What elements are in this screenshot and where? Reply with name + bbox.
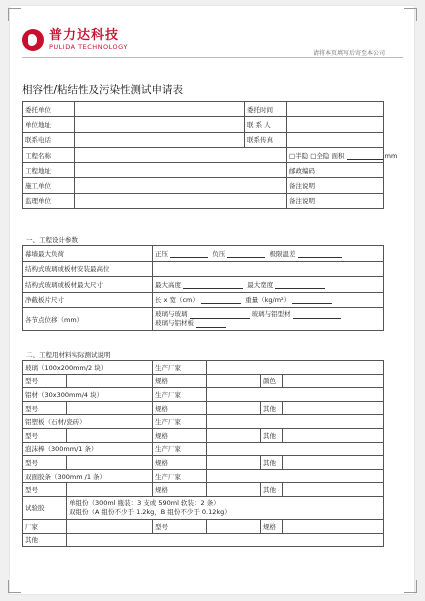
maker-label: 生产厂家 <box>153 361 207 375</box>
project-address-field[interactable] <box>75 163 287 178</box>
table-row <box>23 388 384 402</box>
glass-glass-label: 玻璃与玻璃 <box>155 310 188 318</box>
maker-label: 生产厂家 <box>153 415 207 429</box>
sealant-label: 试验胶 <box>23 496 67 519</box>
table-row <box>23 246 384 262</box>
table-row <box>23 102 384 117</box>
logo-mark-icon <box>22 29 44 51</box>
extra-label: 其他 <box>261 428 283 442</box>
material-test-table <box>22 360 384 547</box>
form-title: 相容性/粘结性及污染性测试申请表 <box>22 84 184 96</box>
hidden-type-options <box>287 147 398 162</box>
factory-field[interactable] <box>67 519 153 533</box>
table-row <box>23 415 384 429</box>
max-height-field[interactable] <box>183 281 243 289</box>
crop-mark-top-left <box>8 8 21 21</box>
address-field[interactable] <box>75 117 245 132</box>
extra-field[interactable] <box>283 428 384 442</box>
other-field[interactable] <box>67 533 384 547</box>
sealant-spec-label: 规格 <box>261 519 283 533</box>
contact-field[interactable] <box>287 117 384 132</box>
maker-field[interactable] <box>207 469 384 483</box>
table-row <box>23 117 384 132</box>
area-field[interactable] <box>347 152 383 160</box>
maker-field[interactable] <box>207 442 384 456</box>
spec-field[interactable] <box>207 483 261 497</box>
construction-unit-label: 施工单位 <box>23 178 75 193</box>
crop-mark-top-right <box>404 8 417 21</box>
material-name: 双面胶条（300mm /1 条） <box>23 469 153 483</box>
table-row <box>23 533 384 547</box>
extra-label: 其他 <box>261 456 283 470</box>
remark2-cell <box>287 193 384 208</box>
glass-profile-label: 玻璃与铝型材 <box>251 310 291 318</box>
net-size-fields <box>153 292 384 308</box>
maker-field[interactable] <box>207 361 384 375</box>
client-info-table <box>22 101 398 209</box>
material-name: 铝塑板（石材/瓷砖） <box>23 415 153 429</box>
spec-label: 规格 <box>153 456 207 470</box>
length-width-label: 长 x 宽（cm） <box>155 296 199 305</box>
extra-label: 颜色 <box>261 374 283 388</box>
spec-field[interactable] <box>207 428 261 442</box>
client-field[interactable] <box>75 102 245 117</box>
maker-label: 生产厂家 <box>153 388 207 402</box>
max-width-label: 最大宽度 <box>247 280 274 289</box>
area-unit: mm <box>384 151 398 160</box>
crop-mark-bottom-right <box>404 580 417 593</box>
max-size-label: 结构式玻璃或板材最大尺寸 <box>23 277 153 293</box>
weight-field[interactable] <box>292 296 332 304</box>
negative-pressure-field[interactable] <box>227 250 265 258</box>
table-row <box>23 496 384 519</box>
construction-unit-field[interactable] <box>75 178 287 193</box>
table-row <box>23 292 384 308</box>
other-label: 其他 <box>23 533 67 547</box>
entrust-time-field[interactable] <box>287 102 384 117</box>
max-height-label: 最大高度 <box>155 280 181 289</box>
table-row <box>23 469 384 483</box>
sealant-line1: 单组份（300ml 瓶装：3 支或 590ml 软装：2 条） <box>69 498 220 507</box>
sealant-line2: 双组份（A 组份不少于 1.2kg，B 组份不少于 0.12kg） <box>69 507 231 516</box>
weight-label: 重量（kg/m²） <box>245 296 291 305</box>
spec-label: 规格 <box>153 483 207 497</box>
mailing-hint: 请将本页填写后寄至本公司 <box>312 50 385 57</box>
glass-panel-label: 玻璃与铝材板 <box>155 319 194 327</box>
table-row <box>23 483 384 497</box>
logo-name-cn: 普力达科技 <box>49 28 120 43</box>
table-row <box>23 401 384 415</box>
wind-load-fields <box>153 246 384 262</box>
design-params-table <box>22 245 384 331</box>
table-row <box>23 147 384 162</box>
table-row <box>23 361 384 375</box>
limit-temp-field[interactable] <box>298 250 342 258</box>
entrust-time-label: 委托时间 <box>245 102 287 117</box>
spec-field[interactable] <box>207 456 261 470</box>
table-row <box>23 178 384 193</box>
positive-pressure-label: 正压 <box>155 249 168 258</box>
table-row <box>23 261 384 277</box>
postcode-cell <box>287 163 384 178</box>
table-row <box>23 428 384 442</box>
material-name: 玻璃（100x200mm/2 块） <box>23 361 153 375</box>
logo-name-en: PULIDA TECHNOLOGY <box>49 43 128 51</box>
glass-glass-field[interactable] <box>190 311 250 319</box>
model-label: 型号 <box>23 428 67 442</box>
project-label: 工程名称 <box>23 147 75 162</box>
maker-label: 生产厂家 <box>153 469 207 483</box>
install-height-field[interactable] <box>153 261 384 277</box>
table-row <box>23 308 384 331</box>
spec-field[interactable] <box>207 401 261 415</box>
contact-label: 联 系 人 <box>245 117 287 132</box>
model-label: 型号 <box>23 483 67 497</box>
project-address-label: 工程地址 <box>23 163 75 178</box>
section1-title: 一、工程设计参数 <box>26 236 78 244</box>
company-logo <box>22 26 128 54</box>
sealant-model-label: 型号 <box>153 519 207 533</box>
maker-field[interactable] <box>207 388 384 402</box>
max-size-fields <box>153 277 384 293</box>
table-row <box>23 456 384 470</box>
extra-label: 其他 <box>261 483 283 497</box>
area-label: 面积 <box>331 151 345 160</box>
model-label: 型号 <box>23 401 67 415</box>
table-row <box>23 277 384 293</box>
sealant-model-field[interactable] <box>207 519 261 533</box>
half-hidden-checkbox[interactable]: □半隐 <box>289 151 309 160</box>
phone-field[interactable] <box>75 132 245 147</box>
spec-field[interactable] <box>207 374 261 388</box>
sealant-desc <box>67 496 384 519</box>
offset-label: 各节点位移（mm） <box>23 308 153 331</box>
remark2-label: 备注说明 <box>289 197 315 206</box>
table-row <box>23 374 384 388</box>
model-label: 型号 <box>23 456 67 470</box>
model-field[interactable] <box>67 483 153 497</box>
crop-mark-bottom-left <box>8 580 21 593</box>
table-row <box>23 132 384 147</box>
table-row <box>23 163 384 178</box>
spec-label: 规格 <box>153 401 207 415</box>
length-width-field[interactable] <box>201 296 241 304</box>
maker-label: 生产厂家 <box>153 442 207 456</box>
address-label: 单位地址 <box>23 117 75 132</box>
supervision-unit-field[interactable] <box>75 193 287 208</box>
postcode-label: 邮政编码 <box>289 166 315 175</box>
maker-field[interactable] <box>207 415 384 429</box>
limit-temp-label: 极限温差 <box>269 249 296 258</box>
positive-pressure-field[interactable] <box>170 250 208 258</box>
material-name: 泡沫棒（300mm/1 条） <box>23 442 153 456</box>
install-height-label: 结构式玻璃或板材安装最高位 <box>23 261 153 277</box>
extra-field[interactable] <box>283 401 384 415</box>
fax-field[interactable] <box>287 132 384 147</box>
phone-label: 联系电话 <box>23 132 75 147</box>
spec-label: 规格 <box>153 428 207 442</box>
fax-label: 联系传真 <box>245 132 287 147</box>
wind-load-label: 幕墙最大负荷 <box>23 246 153 262</box>
model-label: 型号 <box>23 374 67 388</box>
model-field[interactable] <box>67 401 153 415</box>
model-field[interactable] <box>67 374 153 388</box>
extra-field[interactable] <box>283 374 384 388</box>
glass-panel-field[interactable] <box>196 320 226 328</box>
max-width-field[interactable] <box>275 281 325 289</box>
model-field[interactable] <box>67 428 153 442</box>
project-field[interactable] <box>75 147 287 162</box>
negative-pressure-label: 负压 <box>212 249 226 258</box>
material-name: 铝材（30x300mm/4 块） <box>23 388 153 402</box>
table-row <box>23 442 384 456</box>
table-row <box>23 193 384 208</box>
model-field[interactable] <box>67 456 153 470</box>
supervision-unit-label: 监理单位 <box>23 193 75 208</box>
offset-fields <box>153 308 384 331</box>
header-divider <box>22 57 403 58</box>
full-hidden-checkbox[interactable]: □全隐 <box>310 151 330 160</box>
remark1-label: 备注说明 <box>289 182 315 191</box>
client-label: 委托单位 <box>23 102 75 117</box>
remark1-cell <box>287 178 384 193</box>
extra-field[interactable] <box>283 456 384 470</box>
section2-title: 二、工程用材料实际测试说明 <box>26 351 111 359</box>
sealant-spec-field[interactable] <box>283 519 384 533</box>
spec-label: 规格 <box>153 374 207 388</box>
extra-field[interactable] <box>283 483 384 497</box>
factory-label: 厂家 <box>23 519 67 533</box>
net-size-label: 净截板片尺寸 <box>23 292 153 308</box>
glass-profile-field[interactable] <box>293 311 341 319</box>
table-row <box>23 519 384 533</box>
extra-label: 其他 <box>261 401 283 415</box>
